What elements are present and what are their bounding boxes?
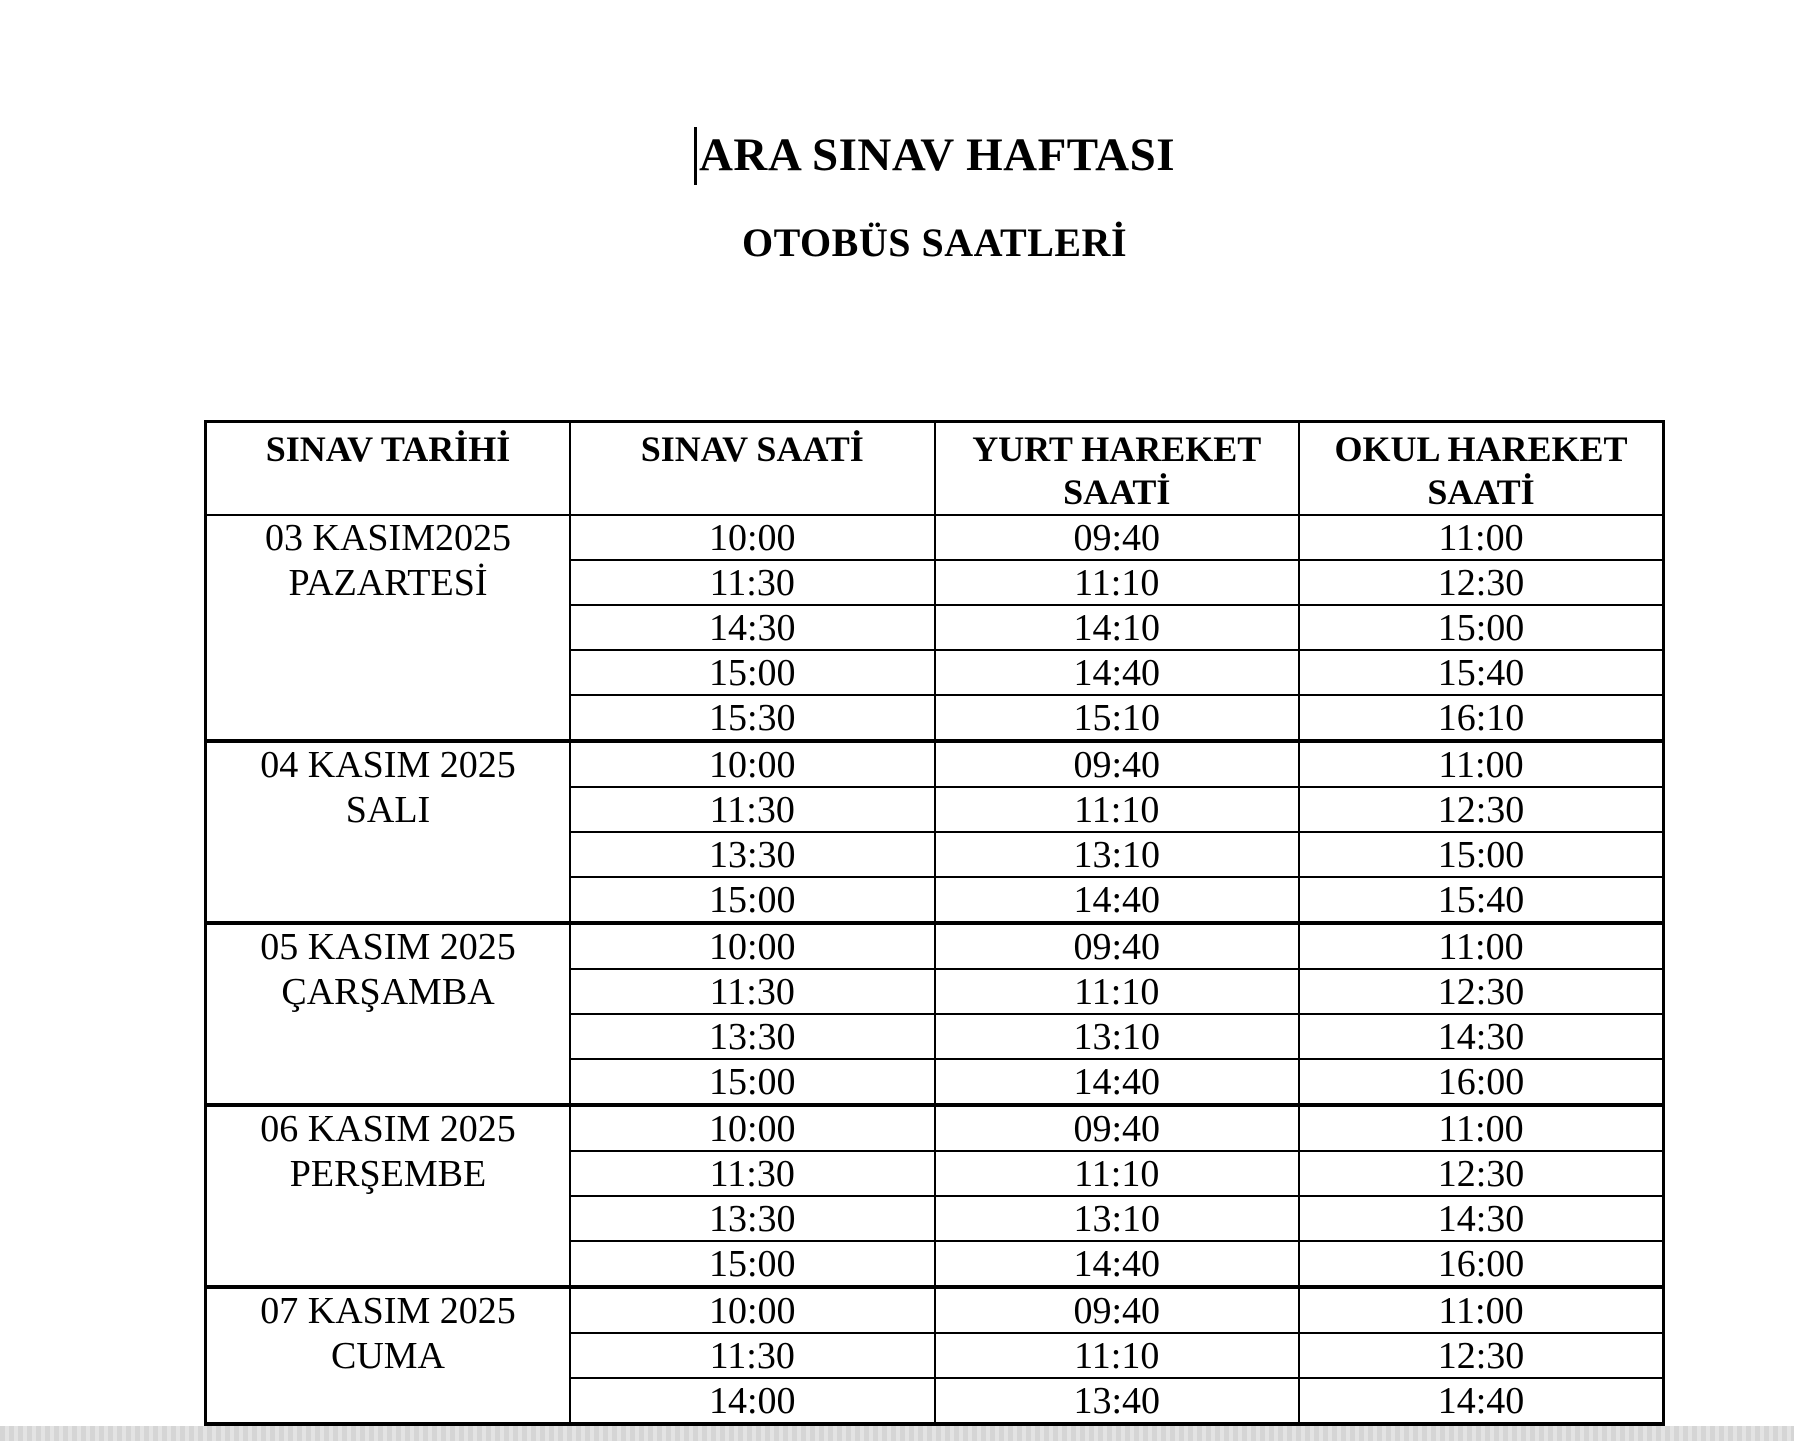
exam-time-cell: 10:00 <box>570 741 935 787</box>
dorm-departure-cell: 09:40 <box>935 515 1300 560</box>
exam-date-cell <box>206 741 571 923</box>
table-row <box>206 515 1664 560</box>
exam-date: 07 KASIM 2025 <box>260 1290 516 1333</box>
table-row <box>206 923 1664 969</box>
dorm-departure-cell: 09:40 <box>935 1105 1300 1151</box>
school-departure-cell: 14:30 <box>1299 1014 1664 1059</box>
dorm-departure-cell: 13:10 <box>935 1196 1300 1241</box>
school-departure-cell: 12:30 <box>1299 969 1664 1014</box>
school-departure-cell: 15:00 <box>1299 832 1664 877</box>
exam-date: 03 KASIM2025 <box>265 517 511 560</box>
exam-time-cell: 11:30 <box>570 1151 935 1196</box>
school-departure-cell: 16:10 <box>1299 695 1664 741</box>
school-departure-cell: 11:00 <box>1299 1105 1664 1151</box>
header-exam-time: SINAV SAATİ <box>570 422 935 516</box>
exam-time-cell: 10:00 <box>570 515 935 560</box>
dorm-departure-cell: 14:40 <box>935 1241 1300 1287</box>
dorm-departure-cell: 13:10 <box>935 1014 1300 1059</box>
school-departure-cell: 11:00 <box>1299 1287 1664 1333</box>
table-row <box>206 1287 1664 1333</box>
exam-date-cell <box>206 1287 571 1425</box>
dorm-departure-cell: 14:10 <box>935 605 1300 650</box>
page-subtitle: OTOBÜS SAATLERİ <box>741 220 1128 266</box>
school-departure-cell: 16:00 <box>1299 1059 1664 1105</box>
schedule-body <box>206 515 1664 1425</box>
school-departure-cell: 12:30 <box>1299 1151 1664 1196</box>
exam-date: 04 KASIM 2025 <box>260 744 516 787</box>
school-departure-cell: 12:30 <box>1299 1333 1664 1378</box>
header-dorm-departure: YURT HAREKET SAATİ <box>935 422 1300 516</box>
dorm-departure-cell: 13:10 <box>935 832 1300 877</box>
header-school-departure: OKUL HAREKET SAATİ <box>1299 422 1664 516</box>
dorm-departure-cell: 11:10 <box>935 560 1300 605</box>
school-departure-cell: 11:00 <box>1299 741 1664 787</box>
dorm-departure-cell: 14:40 <box>935 877 1300 923</box>
page-title <box>204 128 1665 188</box>
school-departure-cell: 15:40 <box>1299 650 1664 695</box>
school-departure-cell: 14:30 <box>1299 1196 1664 1241</box>
exam-time-cell: 15:30 <box>570 695 935 741</box>
exam-date-cell <box>206 923 571 1105</box>
exam-date: 05 KASIM 2025 <box>260 926 516 969</box>
dorm-departure-cell: 11:10 <box>935 1151 1300 1196</box>
table-row <box>206 1105 1664 1151</box>
page-title-text: ARA SINAV HAFTASI <box>698 129 1176 181</box>
exam-time-cell: 10:00 <box>570 1105 935 1151</box>
exam-time-cell: 14:00 <box>570 1378 935 1425</box>
exam-day-name: CUMA <box>330 1335 446 1378</box>
dorm-departure-cell: 11:10 <box>935 1333 1300 1378</box>
text-cursor-caret <box>694 127 697 185</box>
school-departure-cell: 16:00 <box>1299 1241 1664 1287</box>
dorm-departure-cell: 09:40 <box>935 741 1300 787</box>
exam-date: 06 KASIM 2025 <box>260 1108 516 1151</box>
exam-date-cell <box>206 1105 571 1287</box>
school-departure-cell: 11:00 <box>1299 515 1664 560</box>
dorm-departure-cell: 11:10 <box>935 787 1300 832</box>
exam-time-cell: 14:30 <box>570 605 935 650</box>
page-boundary-strip <box>0 1426 1794 1441</box>
table-header <box>206 422 1664 516</box>
dorm-departure-cell: 15:10 <box>935 695 1300 741</box>
bus-schedule-table <box>204 420 1665 1427</box>
header-exam-date: SINAV TARİHİ <box>206 422 571 516</box>
school-departure-cell: 12:30 <box>1299 560 1664 605</box>
exam-time-cell: 11:30 <box>570 1333 935 1378</box>
exam-day-name: SALI <box>345 789 431 832</box>
dorm-departure-cell: 14:40 <box>935 650 1300 695</box>
header-row <box>206 422 1664 516</box>
exam-time-cell: 13:30 <box>570 1014 935 1059</box>
exam-time-cell: 15:00 <box>570 650 935 695</box>
exam-time-cell: 15:00 <box>570 1059 935 1105</box>
school-departure-cell: 15:40 <box>1299 877 1664 923</box>
exam-time-cell: 11:30 <box>570 560 935 605</box>
exam-time-cell: 15:00 <box>570 1241 935 1287</box>
dorm-departure-cell: 09:40 <box>935 1287 1300 1333</box>
exam-day-name: PERŞEMBE <box>289 1153 487 1196</box>
exam-time-cell: 15:00 <box>570 877 935 923</box>
exam-time-cell: 13:30 <box>570 832 935 877</box>
exam-day-name: PAZARTESİ <box>288 562 488 605</box>
document-heading <box>204 0 1665 266</box>
dorm-departure-cell: 14:40 <box>935 1059 1300 1105</box>
school-departure-cell: 11:00 <box>1299 923 1664 969</box>
dorm-departure-cell: 13:40 <box>935 1378 1300 1425</box>
exam-time-cell: 10:00 <box>570 1287 935 1333</box>
dorm-departure-cell: 11:10 <box>935 969 1300 1014</box>
exam-time-cell: 10:00 <box>570 923 935 969</box>
school-departure-cell: 14:40 <box>1299 1378 1664 1425</box>
dorm-departure-cell: 09:40 <box>935 923 1300 969</box>
school-departure-cell: 15:00 <box>1299 605 1664 650</box>
table-row <box>206 741 1664 787</box>
school-departure-cell: 12:30 <box>1299 787 1664 832</box>
exam-time-cell: 11:30 <box>570 787 935 832</box>
exam-date-cell <box>206 515 571 741</box>
exam-day-name: ÇARŞAMBA <box>281 971 495 1014</box>
exam-time-cell: 13:30 <box>570 1196 935 1241</box>
exam-time-cell: 11:30 <box>570 969 935 1014</box>
